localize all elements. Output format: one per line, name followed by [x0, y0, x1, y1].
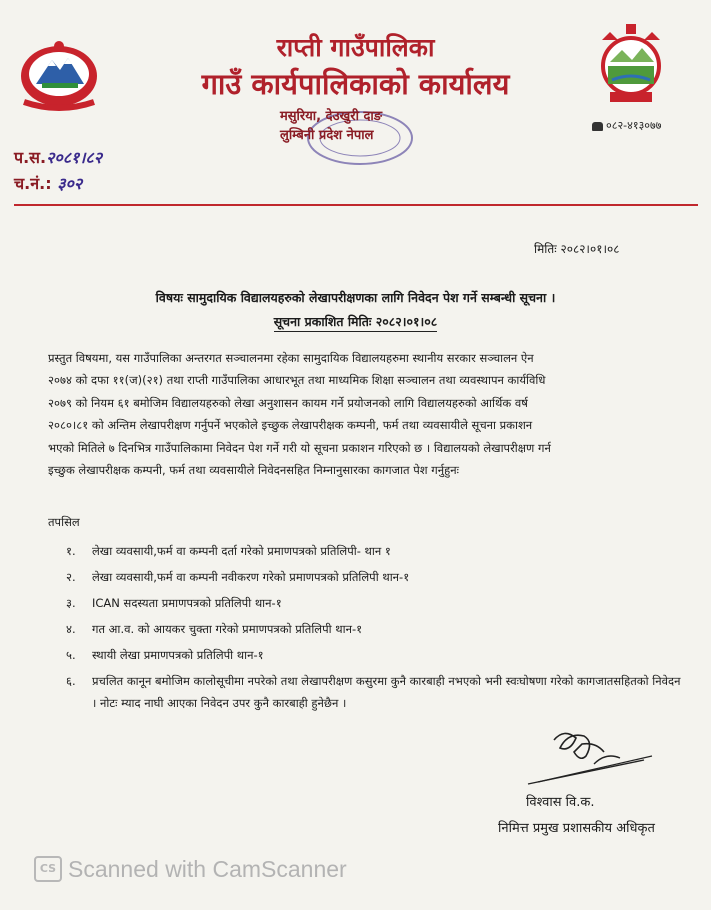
body-line: २०७९ को नियम ६१ बमोजिम विद्यालयहरुको लेखा अनुशासन कायम गर्ने प्रयोजनको लागि विद्यालयहरुको आर्थिक वर्ष — [48, 395, 528, 410]
list-item: ५. स्थायी लेखा प्रमाणपत्रको प्रतिलिपी थान-१ — [66, 648, 264, 662]
body-line: २०८०।८१ को अन्तिम लेखापरीक्षण गर्नुपर्ने भएकोले इच्छुक लेखापरीक्षक कम्पनी, फर्म तथा व्यवसायीले सूचना प्रकाशन — [48, 418, 533, 433]
issue-date: मितिः २०८२।०१।०८ — [534, 242, 620, 256]
signatory-title: निमित्त प्रमुख प्रशासकीय अधिकृत — [498, 821, 655, 836]
list-item: ४. गत आ.व. को आयकर चुक्ता गरेको प्रमाणपत्रको प्रतिलिपी थान-१ — [66, 622, 363, 636]
dispatch-number: च.नं.: ३०२ — [14, 174, 83, 193]
notice-body — [48, 347, 678, 481]
signatory-name: विश्वास वि.क. — [526, 795, 595, 810]
scanner-watermark: Scanned with CamScanner — [68, 856, 347, 882]
municipality-logo — [592, 22, 670, 110]
list-item: ३. ICAN सदस्यता प्रमाणपत्रको प्रतिलिपी थान-१ — [66, 596, 282, 610]
signature-image — [524, 722, 654, 792]
body-line: प्रस्तुत विषयमा, यस गाउँपालिका अन्तरगत सञ्चालनमा रहेका सामुदायिक विद्यालयहरुमा स्थानीय सरकार सञ्चालन ऐन — [48, 351, 534, 365]
publish-date-line: सूचना प्रकाशित मितिः २०८२।०१।०८ — [0, 313, 711, 330]
camscanner-logo: CS — [34, 856, 62, 882]
address-line-2: लुम्बिनी प्रदेश नेपाल — [280, 128, 374, 143]
municipality-name: राप्ती गाउँपालिका — [276, 33, 435, 62]
list-item: ६. प्रचलित कानून बमोजिम कालोसूचीमा नपरेको तथा लेखापरीक्षण कसुरमा कुनै कारबाही नभएको भनी स्वःघोषणा गरेको कागजातसहितको निवेदन । नोटः म्याद नाघी आएका निवेदन उपर कुनै कारबाही हुनेछैन । — [66, 674, 681, 710]
notice-subject: विषयः सामुदायिक विद्यालयहरुको लेखापरीक्षणका लागि निवेदन पेश गर्ने सम्बन्धी सूचना । — [155, 290, 556, 305]
phone-icon — [592, 122, 603, 131]
office-name: गाउँ कार्यपालिकाको कार्यालय — [201, 67, 510, 101]
body-line: २०७४ को दफा ११(ज)(२१) तथा राप्ती गाउँपालिका आधारभूत तथा माध्यमिक शिक्षा सञ्चालन तथा व्यवस्थापन कार्यविधि — [48, 373, 546, 388]
address-line-1: मसुरिया, देउखुरी दाङ — [280, 109, 383, 124]
list-item: २. लेखा व्यवसायी,फर्म वा कम्पनी नवीकरण गरेको प्रमाणपत्रको प्रतिलिपी थान-१ — [66, 570, 410, 584]
body-line: भएको मितिले ७ दिनभित्र गाउँपालिकामा निवेदन पेश गर्ने गरी यो सूचना प्रकाशन गरिएको छ । विद्यालयको लेखापरीक्षण गर्न — [48, 440, 551, 455]
list-item: १. लेखा व्यवसायी,फर्म वा कम्पनी दर्ता गरेको प्रमाणपत्रको प्रतिलिपी- थान १ — [66, 544, 391, 558]
reference-number: प.स.२०८१।८२ — [14, 148, 103, 167]
phone-number: ०८२-४१३०७७ — [592, 118, 661, 133]
header-divider — [14, 204, 698, 206]
details-heading: तपसिल — [48, 515, 80, 529]
required-documents-list — [66, 540, 686, 718]
body-line: इच्छुक लेखापरीक्षक कम्पनी, फर्म तथा व्यवसायीले निवेदनसहित निम्नानुसारका कागजात पेश गर्नुहुनः — [48, 463, 459, 478]
